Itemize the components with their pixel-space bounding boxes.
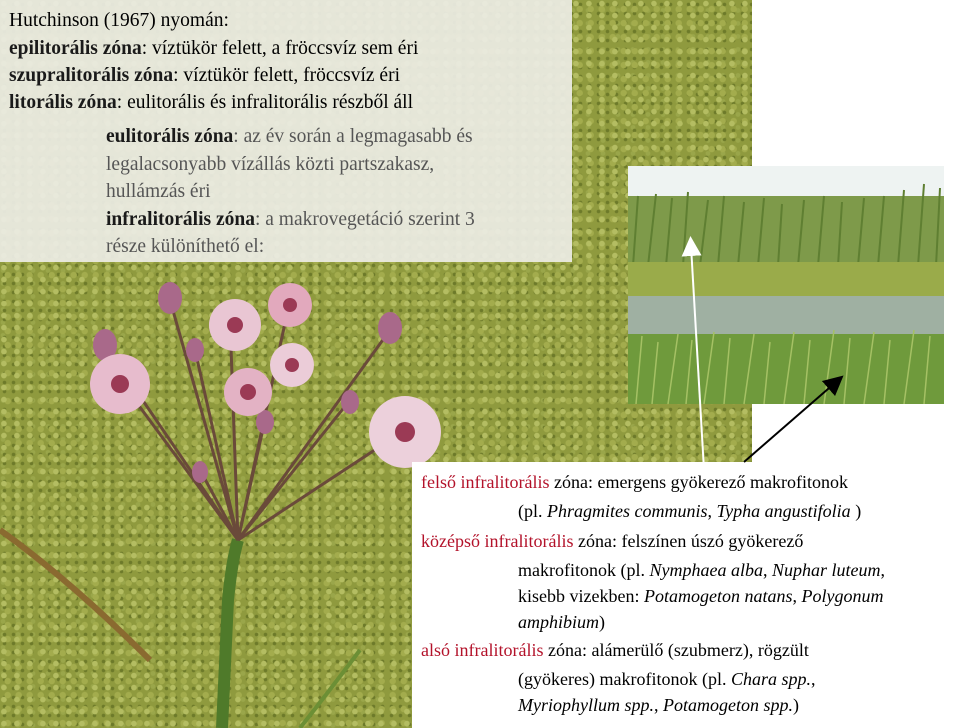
upper-examples-sep: , bbox=[707, 501, 717, 521]
litoral-desc: : eulitorális és infralitorális részből áll bbox=[116, 92, 414, 113]
species-potamogeton-natans: Potamogeton natans bbox=[643, 586, 793, 606]
middle-zone-examples-3 bbox=[518, 610, 605, 634]
middle-zone-term: középső infralitorális bbox=[421, 531, 574, 551]
reed-lake-photo bbox=[628, 166, 944, 404]
upper-zone-examples bbox=[518, 499, 861, 523]
lower-zone-line bbox=[421, 638, 809, 662]
middle-examples-sep-2: , bbox=[792, 586, 802, 606]
middle-examples-prefix: makrofitonok (pl. bbox=[518, 560, 650, 580]
middle-examples-comma: , bbox=[880, 560, 885, 580]
title-line bbox=[9, 9, 229, 33]
infralitoral-subzones-panel bbox=[412, 462, 960, 728]
upper-zone-desc: : emergens gyökerező makrofitonok bbox=[587, 472, 849, 492]
infralitoral-line bbox=[106, 208, 475, 232]
litoral-line bbox=[9, 91, 413, 115]
upper-zone-term: felső infralitorális bbox=[421, 472, 550, 492]
middle-examples-small-waters: kisebb vizekben: bbox=[518, 586, 644, 606]
middle-zone-line bbox=[421, 529, 803, 553]
lower-examples-comma: , bbox=[810, 669, 816, 689]
eulitoral-desc: : az év során a legmagasabb és bbox=[233, 126, 473, 147]
species-amphibium: amphibium bbox=[518, 612, 599, 632]
upper-zone-line bbox=[421, 470, 848, 494]
upper-examples-prefix: (pl. bbox=[518, 501, 547, 521]
infralitoral-term: infralitorális zóna bbox=[106, 209, 255, 230]
upper-examples-close: ) bbox=[850, 501, 862, 521]
species-myriophyllum: Myriophyllum spp. bbox=[518, 695, 654, 715]
lower-zone-examples-2 bbox=[518, 693, 799, 717]
infralitoral-line-2: része különíthető el: bbox=[106, 236, 265, 257]
species-nuphar: Nuphar luteum bbox=[771, 560, 881, 580]
eulitoral-line-3: hullámzás éri bbox=[106, 181, 211, 202]
supralitoral-term: szupralitorális zóna bbox=[9, 65, 174, 86]
species-typha: Typha angustifolia bbox=[716, 501, 851, 521]
middle-examples-sep: , bbox=[762, 560, 772, 580]
middle-zone-examples-2 bbox=[518, 584, 883, 608]
eulitoral-line bbox=[106, 125, 473, 149]
epilitoral-line bbox=[9, 37, 418, 61]
middle-zone-examples-1 bbox=[518, 558, 885, 582]
epilitoral-desc: : víztükör felett, a fröccsvíz sem éri bbox=[141, 38, 419, 59]
lower-zone-word: zóna bbox=[543, 640, 582, 660]
middle-zone-desc: : felszínen úszó gyökerező bbox=[611, 531, 804, 551]
upper-zone-word: zóna bbox=[549, 472, 588, 492]
epilitoral-term: epilitorális zóna bbox=[9, 38, 142, 59]
reed-lake-drawing bbox=[628, 166, 944, 404]
lower-zone-term: alsó infralitorális bbox=[421, 640, 544, 660]
eulitoral-line-2: legalacsonyabb vízállás közti partszakasz, bbox=[106, 154, 435, 175]
infralitoral-desc: : a makrovegetáció szerint 3 bbox=[254, 209, 475, 230]
middle-zone-word: zóna bbox=[573, 531, 612, 551]
litoral-term: litorális zóna bbox=[9, 92, 117, 113]
lower-zone-desc: : alámerülő (szubmerz), rögzült bbox=[581, 640, 809, 660]
title: Hutchinson (1967) nyomán: bbox=[9, 10, 229, 31]
lower-examples-prefix: (gyökeres) makrofitonok (pl. bbox=[518, 669, 731, 689]
lower-examples-close: ) bbox=[792, 695, 799, 715]
lower-examples-sep: , bbox=[653, 695, 663, 715]
supralitoral-line bbox=[9, 64, 400, 88]
species-chara: Chara spp. bbox=[730, 669, 811, 689]
species-nymphaea: Nymphaea alba bbox=[649, 560, 763, 580]
species-potamogeton: Potamogeton spp. bbox=[662, 695, 793, 715]
species-polygonum: Polygonum bbox=[801, 586, 884, 606]
species-phragmites: Phragmites communis bbox=[547, 501, 708, 521]
lower-zone-examples-1 bbox=[518, 667, 815, 691]
middle-examples-close: ) bbox=[599, 612, 605, 632]
supralitoral-desc: : víztükör felett, fröccsvíz éri bbox=[173, 65, 400, 86]
eulitoral-term: eulitorális zóna bbox=[106, 126, 234, 147]
zone-definitions-panel bbox=[0, 0, 572, 262]
